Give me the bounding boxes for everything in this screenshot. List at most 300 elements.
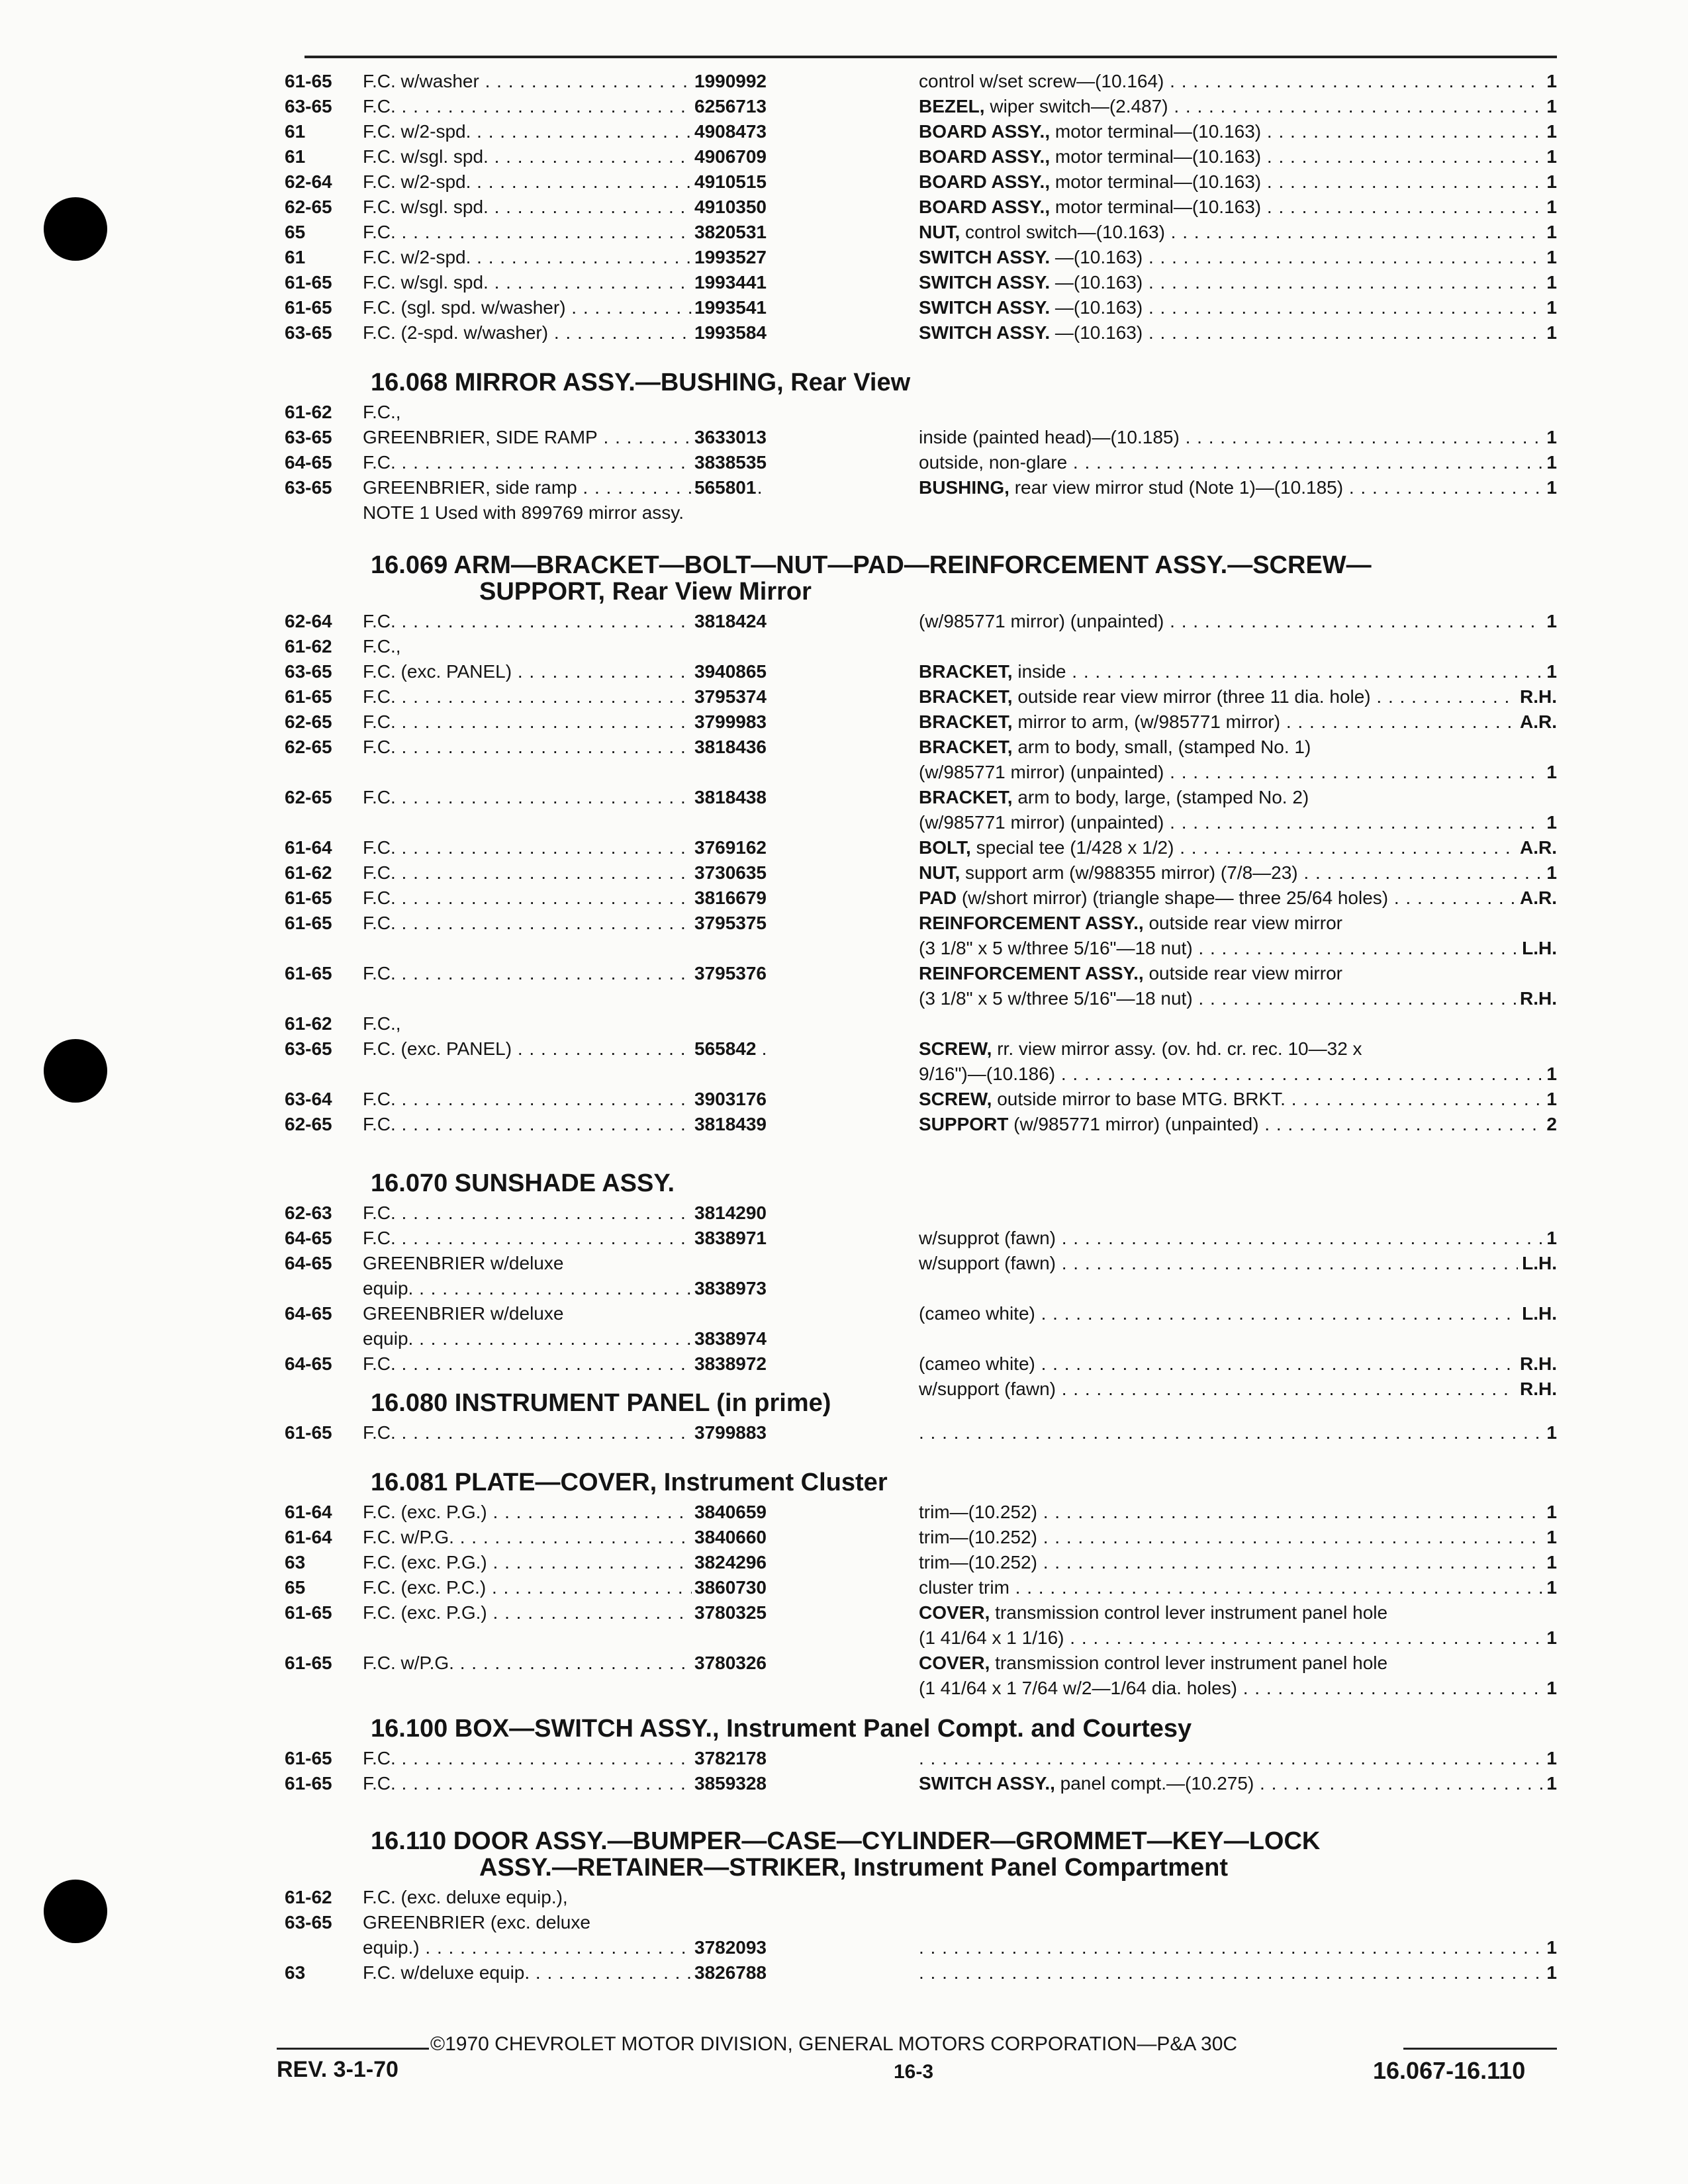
part-row [285,1625,801,1651]
model-years: 62-63 [285,1203,332,1223]
part-detail: outside, non-glare [919,452,1068,473]
part-row [285,1575,801,1600]
section-number: 16.070 [371,1169,448,1197]
model-years: 61-64 [285,1527,332,1547]
description-row [919,1600,1557,1625]
description-row [919,1960,1557,1985]
part-name: REINFORCEMENT ASSY., [919,913,1149,933]
model-years: 61-65 [285,963,332,983]
part-row [285,1885,801,1910]
model-years: 61-65 [285,1422,332,1443]
section-title-continued: ASSY.—RETAINER—STRIKER, Instrument Panel Compartment [479,1854,1229,1882]
part-detail: arm to body, small, (stamped No. 1) [1017,737,1311,757]
part-row [285,634,801,659]
part-description [919,1651,1554,1676]
model-years: 61-62 [285,402,332,422]
part-number: 3799983 [692,709,767,735]
model-years: 61 [285,146,306,167]
model-years: 61-65 [285,71,332,91]
part-row [285,400,801,425]
quantity: 1 [1542,810,1557,835]
right-column [919,1201,1557,1402]
part-row [285,835,801,860]
part-detail: inside [1017,661,1066,682]
model-years: 65 [285,1577,306,1598]
part-number: 3814290 [692,1201,767,1226]
part-row [285,1351,801,1377]
section-number: 16.080 [371,1389,448,1417]
left-column [285,1201,801,1377]
part-row [285,1935,801,1960]
part-number: 4906709 [692,144,767,169]
description-row [919,1326,1557,1351]
description-row [919,1011,1557,1036]
part-number: 3818436 [692,735,767,760]
part-number: 3820531 [692,220,767,245]
part-detail: (3 1/8" x 5 w/three 5/16"—18 nut) [919,988,1193,1009]
part-row [285,475,801,500]
description-row [919,936,1557,961]
quantity: 1 [1542,320,1557,345]
part-name: BOLT, [919,837,976,858]
part-detail: w/support (fawn) [919,1379,1056,1399]
part-description [919,1575,1554,1600]
quantity: 1 [1542,1676,1557,1701]
quantity: 1 [1542,1525,1557,1550]
part-number: 3903176 [692,1087,767,1112]
part-description [919,659,1554,684]
section-number: 16.069 [371,551,448,579]
model-years: 65 [285,222,306,242]
part-description [919,220,1554,245]
description-row [919,1301,1557,1326]
part-detail: (w/985771 mirror) (unpainted) [919,611,1164,631]
part-detail: outside rear view mirror (three 11 dia. hole) [1017,686,1371,707]
part-detail: (cameo white) [919,1353,1035,1374]
model-description: GREENBRIER, side ramp . . . [363,475,767,500]
model-description: F.C., [363,636,401,657]
part-row [285,609,801,634]
model-description: F.C. . . . [363,684,767,709]
quantity: R.H. [1516,1377,1557,1402]
left-column [285,69,801,345]
right-column [919,1885,1557,1985]
quantity: 1 [1542,450,1557,475]
part-name: SWITCH ASSY. [919,247,1055,267]
part-name: SCREW, [919,1038,998,1059]
section-title: SUNSHADE ASSY. [447,1169,675,1197]
part-number: 3816679 [692,886,767,911]
quantity: 1 [1542,1625,1557,1651]
part-row [285,295,801,320]
description-row [919,1062,1557,1087]
part-name: BRACKET, [919,711,1018,732]
quantity: R.H. [1516,986,1557,1011]
part-row [285,1301,801,1326]
part-number: 3824296 [692,1550,767,1575]
model-years: 64-65 [285,452,332,473]
part-name: BOARD ASSY., [919,121,1055,142]
quantity: 1 [1542,69,1557,94]
part-description [919,169,1554,195]
model-description: F.C. . . . [363,961,767,986]
part-name: SWITCH ASSY. [919,272,1055,293]
part-description [919,69,1554,94]
top-rule [305,56,1557,58]
part-row [285,1276,801,1301]
part-name: COVER, [919,1653,996,1673]
section-heading [371,551,1372,580]
left-column [285,1500,801,1676]
section-heading [371,1714,1192,1743]
part-number: 3838973 [692,1276,767,1301]
part-detail: trim—(10.252) [919,1552,1037,1572]
part-detail: (cameo white) [919,1303,1035,1324]
part-number: 4910515 [692,169,767,195]
part-description [919,886,1554,911]
description-row [919,94,1557,119]
part-description [919,986,1554,1011]
part-number: 3818424 [692,609,767,634]
quantity: A.R. [1516,709,1557,735]
model-description: F.C. w/sgl. spd. . . . [363,270,767,295]
part-description [919,609,1554,634]
footer-revision: REV. 3-1-70 [277,2057,399,2082]
model-description: F.C. w/sgl. spd. . . . [363,144,767,169]
part-row [285,1011,801,1036]
model-description: F.C. (exc. P.G.) . . . [363,1550,767,1575]
part-row [285,1525,801,1550]
part-row [285,1910,801,1935]
quantity: 1 [1542,169,1557,195]
quantity: 1 [1542,295,1557,320]
model-description: F.C. w/P.G. . . . [363,1651,767,1676]
part-number: 6256713 [692,94,767,119]
part-name: REINFORCEMENT ASSY., [919,963,1149,983]
part-detail: (1 41/64 x 1 7/64 w/2—1/64 dia. holes) [919,1678,1237,1698]
description-row [919,69,1557,94]
description-row [919,1575,1557,1600]
part-row [285,860,801,886]
model-years: 61-65 [285,913,332,933]
part-detail: outside rear view mirror [1149,913,1342,933]
part-row [285,119,801,144]
part-number: 1993441 [692,270,767,295]
model-description: F.C. . . . [363,609,767,634]
right-column [919,1746,1557,1796]
part-name: NUT, [919,222,965,242]
quantity: 1 [1542,195,1557,220]
part-row [285,659,801,684]
model-years: 61-64 [285,837,332,858]
part-description [919,1036,1554,1062]
section-number: 16.068 [371,369,448,396]
part-number: 3730635 [692,860,767,886]
description-row [919,119,1557,144]
model-description: F.C. . . . [363,860,767,886]
part-description [919,144,1554,169]
part-description [919,195,1554,220]
right-column [919,609,1557,1137]
part-row [285,1420,801,1445]
part-detail: (w/985771 mirror) (unpainted) [919,812,1164,833]
model-years: 62-65 [285,711,332,732]
section-title: ARM—BRACKET—BOLT—NUT—PAD—REINFORCEMENT ASSY.—SCREW— [447,551,1372,579]
quantity: 1 [1542,760,1557,785]
part-name: SCREW, [919,1089,998,1109]
model-description: F.C. . . . [363,450,767,475]
model-years: 61-65 [285,272,332,293]
part-row [285,450,801,475]
quantity: 1 [1542,270,1557,295]
description-row [919,835,1557,860]
part-row [285,320,801,345]
part-row [285,961,801,986]
part-description [919,270,1554,295]
part-row [285,500,801,525]
part-detail: control switch—(10.163) [965,222,1165,242]
quantity: R.H. [1516,684,1557,709]
part-number: 4908473 [692,119,767,144]
model-years: 64-65 [285,1353,332,1374]
model-years: 61-62 [285,862,332,883]
part-detail: wiper switch—(2.487) [990,96,1168,116]
part-description [919,1525,1554,1550]
part-description [919,1550,1554,1575]
part-detail: trim—(10.252) [919,1502,1037,1522]
model-description: F.C. . . . [363,1351,767,1377]
part-number: 3840660 [692,1525,767,1550]
description-row [919,1420,1557,1445]
model-years: 63-65 [285,427,332,447]
description-row [919,760,1557,785]
section-number: 16.100 [371,1715,448,1743]
part-number: 3838971 [692,1226,767,1251]
model-years: 61-65 [285,887,332,908]
part-number: 3633013 [692,425,767,450]
model-years: 62-65 [285,737,332,757]
description-row [919,1276,1557,1301]
part-number: 3818439 [692,1112,767,1137]
model-years: 61-62 [285,636,332,657]
part-number: 3840659 [692,1500,767,1525]
model-description: F.C. . . . [363,220,767,245]
model-years: 62-64 [285,611,332,631]
part-name: BOARD ASSY., [919,146,1055,167]
binder-hole-bottom [44,1880,107,1943]
part-name: SUPPORT [919,1114,1014,1134]
part-detail: rear view mirror stud (Note 1)—(10.185) [1014,477,1344,498]
model-years: 61-62 [285,1887,332,1907]
part-description [919,1771,1554,1796]
part-description [919,936,1554,961]
right-column [919,69,1557,345]
description-row [919,1112,1557,1137]
model-description: F.C. . . . [363,835,767,860]
model-years: 61-65 [285,1602,332,1623]
part-row [285,425,801,450]
quantity: 1 [1542,94,1557,119]
section-title: INSTRUMENT PANEL (in prime) [447,1389,831,1417]
description-row [919,475,1557,500]
model-description: F.C. w/2-spd. . . . [363,119,767,144]
description-row [919,1676,1557,1701]
model-description: F.C. . . . [363,1112,767,1137]
description-row [919,1771,1557,1796]
part-row [285,1326,801,1351]
part-row [285,1062,801,1087]
part-detail: motor terminal—(10.163) [1055,121,1262,142]
part-number: 3780325 [692,1600,767,1625]
part-name: BUSHING, [919,477,1015,498]
part-name: SWITCH ASSY., [919,1773,1060,1794]
section-number: 16.081 [371,1469,448,1496]
part-detail: arm to body, large, (stamped No. 2) [1017,787,1309,807]
quantity: 1 [1542,425,1557,450]
quantity: 1 [1542,1087,1557,1112]
footer-copyright: ©1970 CHEVROLET MOTOR DIVISION, GENERAL MOTORS CORPORATION—P&A 30C [430,2033,1238,2055]
part-number: 3826788 [692,1960,767,1985]
quantity: 1 [1542,1062,1557,1087]
part-row [285,1226,801,1251]
model-years: 61-65 [285,297,332,318]
part-row [285,69,801,94]
part-detail: support arm (w/988355 mirror) (7/8—23) [965,862,1298,883]
model-years: 61-65 [285,1773,332,1794]
model-description: F.C. . . . [363,911,767,936]
part-detail: (w/985771 mirror) (unpainted) [1013,1114,1259,1134]
section-heading [371,1827,1320,1856]
right-column [919,1420,1557,1445]
model-years: 63-65 [285,96,332,116]
model-years: 63-65 [285,1912,332,1933]
part-name: BRACKET, [919,787,1018,807]
description-row [919,500,1557,525]
part-description [919,1377,1554,1402]
model-description: F.C. . . . [363,785,767,810]
part-row [285,986,801,1011]
section-title: BOX—SWITCH ASSY., Instrument Panel Compt. and Courtesy [447,1715,1192,1743]
part-row [285,195,801,220]
part-row [285,911,801,936]
section-title: PLATE—COVER, Instrument Cluster [447,1469,888,1496]
part-number: 565842 [692,1036,756,1062]
model-description: F.C. . . . [363,886,767,911]
description-row [919,785,1557,810]
description-row [919,709,1557,735]
part-description [919,295,1554,320]
quantity: 1 [1542,659,1557,684]
description-row [919,400,1557,425]
part-name: NUT, [919,862,965,883]
part-number: 3838974 [692,1326,767,1351]
part-number: 3795375 [692,911,767,936]
quantity: 2 [1542,1112,1557,1137]
quantity: 1 [1542,220,1557,245]
model-years: 62-65 [285,197,332,217]
model-description: equip. . . . [363,1276,767,1301]
model-description: F.C. . . . [363,1420,767,1445]
part-row [285,709,801,735]
model-description: F.C., [363,1013,401,1034]
section-title-continued: SUPPORT, Rear View Mirror [479,578,812,606]
model-description: GREENBRIER, SIDE RAMP . . . [363,425,767,450]
description-row [919,961,1557,986]
quantity: 1 [1542,119,1557,144]
part-row [285,94,801,119]
part-name: SWITCH ASSY. [919,322,1055,343]
model-description: F.C. . . . [363,94,767,119]
description-row [919,245,1557,270]
part-name: BEZEL, [919,96,990,116]
model-years: 61 [285,247,306,267]
model-description: equip.) . . . [363,1935,767,1960]
part-number: 3782178 [692,1746,767,1771]
model-description: F.C. w/2-spd. . . . [363,169,767,195]
part-description [919,760,1554,785]
model-description: F.C. (2-spd. w/washer) . . . [363,320,767,345]
part-number: 3782093 [692,1935,767,1960]
model-description: F.C. w/2-spd. . . . [363,245,767,270]
part-detail: motor terminal—(10.163) [1055,197,1262,217]
part-detail: motor terminal—(10.163) [1055,171,1262,192]
part-detail: trim—(10.252) [919,1527,1037,1547]
description-row [919,195,1557,220]
model-description: F.C. (exc. PANEL) . . . [363,659,767,684]
part-row [285,1746,801,1771]
part-description [919,1935,1554,1960]
part-row [285,1112,801,1137]
part-description [919,835,1554,860]
model-description: GREENBRIER w/deluxe [363,1253,564,1273]
model-years: 63-65 [285,477,332,498]
quantity: 1 [1542,475,1557,500]
part-description [919,1960,1554,1985]
part-row [285,1036,801,1062]
part-description [919,245,1554,270]
part-number: 3818438 [692,785,767,810]
part-detail: mirror to arm, (w/985771 mirror) [1017,711,1281,732]
quantity: 1 [1542,1960,1557,1985]
description-row [919,450,1557,475]
model-description: GREENBRIER (exc. deluxe [363,1912,590,1933]
model-years: 63-65 [285,1038,332,1059]
section-heading [371,368,910,397]
part-number: 1990992 [692,69,767,94]
quantity: 1 [1542,1746,1557,1771]
part-number: 3769162 [692,835,767,860]
part-description [919,1112,1554,1137]
description-row [919,270,1557,295]
part-description [919,1087,1554,1112]
quantity: L.H. [1518,936,1557,961]
part-detail: —(10.163) [1055,297,1143,318]
part-name: BRACKET, [919,661,1018,682]
part-detail: outside mirror to base MTG. BRKT. [997,1089,1286,1109]
description-row [919,1550,1557,1575]
description-row [919,1525,1557,1550]
part-row [285,810,801,835]
left-column [285,400,801,525]
part-row [285,144,801,169]
quantity: 1 [1542,245,1557,270]
part-description [919,1301,1554,1326]
part-description [919,911,1554,936]
footer-page-number: 16-3 [894,2061,934,2083]
footer-rule-left [277,2048,429,2050]
model-years: 61-65 [285,1653,332,1673]
description-row [919,1625,1557,1651]
